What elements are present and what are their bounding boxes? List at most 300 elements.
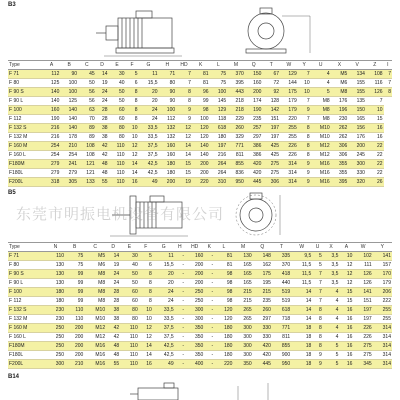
table-cell: 14 bbox=[176, 151, 192, 160]
table-cell: 16 bbox=[339, 351, 353, 360]
table-cell: 40 bbox=[120, 261, 139, 270]
table-cell: 18 bbox=[291, 342, 312, 351]
table-cell: 12 bbox=[126, 151, 139, 160]
table-cell: 100 bbox=[192, 115, 210, 124]
table-cell: 18 bbox=[291, 324, 312, 333]
table-cell: - bbox=[204, 270, 214, 279]
table-cell: 160 bbox=[43, 106, 61, 115]
table-cell: 262 bbox=[331, 133, 349, 142]
table-cell: 395 bbox=[227, 79, 245, 88]
table-cell: 48 bbox=[96, 160, 109, 169]
table-cell: - bbox=[175, 288, 185, 297]
table-cell: M8 bbox=[84, 288, 106, 297]
table-cell: M16 bbox=[311, 169, 331, 178]
table-cell: 254 bbox=[43, 151, 61, 160]
motor-type-cell: F 132 S bbox=[8, 124, 43, 133]
table-cell: 75 bbox=[210, 70, 228, 79]
table-cell: 14 bbox=[126, 160, 139, 169]
table-cell: - bbox=[175, 360, 185, 369]
table-cell: 92 bbox=[262, 88, 280, 97]
table-cell: - bbox=[175, 306, 185, 315]
table-cell: 200 bbox=[245, 88, 263, 97]
table-cell: 160 bbox=[185, 252, 204, 261]
table-cell: 128 bbox=[262, 97, 280, 106]
table-cell: 179 bbox=[373, 279, 392, 288]
table-cell: 4 bbox=[323, 288, 340, 297]
table-cell: 200 bbox=[185, 261, 204, 270]
table-cell: 14 bbox=[106, 252, 120, 261]
table-cell: 49 bbox=[138, 178, 158, 187]
table-cell: 126 bbox=[353, 279, 372, 288]
table-cell: 215 bbox=[253, 288, 272, 297]
table-cell: 226 bbox=[280, 151, 298, 160]
motor-type-cell: F 132 M bbox=[8, 133, 43, 142]
table-cell: 121 bbox=[78, 160, 96, 169]
table-cell: 180 bbox=[214, 333, 233, 342]
table-cell: 165 bbox=[233, 261, 252, 270]
column-header: G bbox=[138, 61, 158, 70]
table-cell: 618 bbox=[272, 306, 291, 315]
column-header: A bbox=[43, 61, 61, 70]
table-cell: - bbox=[175, 279, 185, 288]
motor-type-cell: F 90 S bbox=[8, 88, 43, 97]
table-cell: 314 bbox=[373, 360, 392, 369]
table-cell: 218 bbox=[227, 97, 245, 106]
table-cell: 264 bbox=[210, 160, 228, 169]
table-cell: 220 bbox=[280, 115, 298, 124]
table-cell: 60 bbox=[109, 106, 126, 115]
column-header: A bbox=[339, 243, 353, 252]
table-cell: 210 bbox=[60, 142, 78, 151]
table-cell: 135 bbox=[348, 97, 366, 106]
table-cell: M16 bbox=[311, 160, 331, 169]
table-cell: 150 bbox=[348, 106, 366, 115]
column-header: B bbox=[65, 243, 84, 252]
table-cell: 519 bbox=[272, 297, 291, 306]
table-cell: 235 bbox=[253, 297, 272, 306]
table-cell: 5 bbox=[311, 88, 331, 97]
table-cell: 33,5 bbox=[138, 133, 158, 142]
table-cell: - bbox=[204, 297, 214, 306]
table-cell: 16 bbox=[339, 342, 353, 351]
table-cell: 8 bbox=[312, 342, 322, 351]
table-cell: - bbox=[204, 342, 214, 351]
table-cell: 318 bbox=[43, 178, 61, 187]
table-cell: 200 bbox=[185, 270, 204, 279]
table-cell: 30 bbox=[120, 252, 139, 261]
table-cell: 350 bbox=[185, 333, 204, 342]
table-cell: 12 bbox=[139, 333, 153, 342]
table-cell: 50 bbox=[120, 270, 139, 279]
table-cell: 250 bbox=[46, 351, 65, 360]
table-cell: 16 bbox=[139, 360, 153, 369]
b3-spec-table bbox=[8, 60, 392, 187]
table-cell: 16 bbox=[339, 324, 353, 333]
table-cell: 8 bbox=[298, 142, 311, 151]
table-cell: 99 bbox=[65, 288, 84, 297]
motor-type-cell: F180L bbox=[8, 169, 43, 178]
column-header: F bbox=[126, 61, 139, 70]
table-cell: 22 bbox=[366, 151, 384, 160]
table-cell: 5 bbox=[126, 70, 139, 79]
table-cell: 4 bbox=[311, 70, 331, 79]
table-row bbox=[8, 252, 392, 261]
table-cell: 90 bbox=[60, 70, 78, 79]
table-cell: M12 bbox=[84, 333, 106, 342]
motor-type-cell: F 90 S bbox=[8, 270, 46, 279]
table-cell: 400 bbox=[185, 360, 204, 369]
table-cell: 37,5 bbox=[138, 151, 158, 160]
column-header: Q bbox=[245, 61, 263, 70]
table-cell: 121 bbox=[78, 169, 96, 178]
table-cell: 28 bbox=[96, 115, 109, 124]
table-cell: 14 bbox=[139, 342, 153, 351]
table-cell: M8 bbox=[84, 297, 106, 306]
table-cell: 255 bbox=[280, 124, 298, 133]
table-cell: 16 bbox=[339, 333, 353, 342]
table-cell: 129 bbox=[210, 106, 228, 115]
table-cell: 250 bbox=[185, 288, 204, 297]
table-cell: 200 bbox=[192, 160, 210, 169]
column-header: X bbox=[331, 61, 349, 70]
table-cell: 18 bbox=[291, 360, 312, 369]
table-cell: - bbox=[204, 288, 214, 297]
motor-type-cell: F180M bbox=[8, 160, 43, 169]
table-cell: 132 bbox=[159, 124, 177, 133]
table-cell: 206 bbox=[373, 288, 392, 297]
table-cell: 99 bbox=[65, 279, 84, 288]
table-cell: 10 bbox=[126, 133, 139, 142]
table-cell: 120 bbox=[214, 306, 233, 315]
table-cell: 9 bbox=[176, 115, 192, 124]
table-cell: 200 bbox=[192, 169, 210, 178]
table-cell: 140 bbox=[192, 142, 210, 151]
table-cell: 141 bbox=[373, 252, 392, 261]
table-cell: 255 bbox=[373, 315, 392, 324]
table-cell: 60 bbox=[109, 115, 126, 124]
table-cell: 314 bbox=[373, 333, 392, 342]
table-cell: 7 bbox=[312, 279, 322, 288]
table-cell: 314 bbox=[280, 160, 298, 169]
column-header: HD bbox=[185, 243, 204, 252]
table-cell: 50 bbox=[109, 97, 126, 106]
table-cell: 7 bbox=[298, 70, 311, 79]
table-cell: 5 bbox=[323, 360, 340, 369]
table-cell: 48 bbox=[96, 169, 109, 178]
table-cell: 37,5 bbox=[138, 142, 158, 151]
table-cell: 60 bbox=[120, 297, 139, 306]
table-cell: 110 bbox=[46, 252, 65, 261]
b3-motor-drawing bbox=[86, 4, 326, 62]
table-cell: 12 bbox=[339, 270, 353, 279]
table-cell: 10 bbox=[139, 315, 153, 324]
table-cell: 15,5 bbox=[138, 79, 158, 88]
table-cell: 110 bbox=[109, 151, 126, 160]
table-cell: 157 bbox=[373, 261, 392, 270]
table-cell: 99 bbox=[65, 297, 84, 306]
table-cell: 245 bbox=[348, 151, 366, 160]
table-cell: - bbox=[175, 324, 185, 333]
b5-label: B5 bbox=[8, 190, 16, 196]
column-header: M bbox=[233, 243, 252, 252]
table-cell: 12 bbox=[339, 279, 353, 288]
table-cell: 20 bbox=[153, 270, 175, 279]
table-cell: 350 bbox=[185, 351, 204, 360]
table-cell: 260 bbox=[253, 306, 272, 315]
table-cell: 9 bbox=[176, 106, 192, 115]
table-cell: 130 bbox=[46, 261, 65, 270]
table-cell: 125 bbox=[60, 97, 78, 106]
table-cell: 49 bbox=[153, 360, 175, 369]
table-cell: 811 bbox=[272, 333, 291, 342]
column-header: N bbox=[46, 243, 65, 252]
table-cell: 12 bbox=[339, 261, 353, 270]
table-cell: 100 bbox=[60, 88, 78, 97]
table-cell: 178 bbox=[60, 133, 78, 142]
motor-type-cell: F180M bbox=[8, 342, 46, 351]
table-cell: 98 bbox=[192, 106, 210, 115]
table-cell: 90 bbox=[159, 88, 177, 97]
table-cell: - bbox=[204, 279, 214, 288]
table-cell: 108 bbox=[78, 151, 96, 160]
table-cell: 8 bbox=[312, 324, 322, 333]
table-cell: M12 bbox=[311, 151, 331, 160]
table-cell: 48 bbox=[106, 351, 120, 360]
table-cell: 165 bbox=[233, 270, 252, 279]
table-cell: 102 bbox=[353, 252, 372, 261]
motor-type-cell: F 100 bbox=[8, 288, 46, 297]
table-cell: 19 bbox=[176, 178, 192, 187]
table-cell: 4 bbox=[311, 79, 331, 88]
table-row bbox=[8, 324, 392, 333]
table-cell: 241 bbox=[60, 160, 78, 169]
table-cell: 440 bbox=[272, 279, 291, 288]
column-header: E bbox=[109, 61, 126, 70]
table-cell: 279 bbox=[43, 160, 61, 169]
table-cell: - bbox=[175, 342, 185, 351]
motor-type-cell: F 112 bbox=[8, 297, 46, 306]
table-cell: 265 bbox=[233, 306, 252, 315]
column-header: C bbox=[78, 61, 96, 70]
table-row bbox=[8, 333, 392, 342]
table-cell: 314 bbox=[373, 342, 392, 351]
table-cell: 300 bbox=[185, 315, 204, 324]
table-cell: 110 bbox=[65, 315, 84, 324]
table-cell: 180 bbox=[159, 160, 177, 169]
column-header: X bbox=[323, 243, 340, 252]
table-cell: 18 bbox=[291, 351, 312, 360]
table-cell: 63 bbox=[78, 106, 96, 115]
table-cell: 162 bbox=[253, 261, 272, 270]
b14-section bbox=[8, 374, 392, 400]
table-cell: 24 bbox=[138, 115, 158, 124]
table-cell: 110 bbox=[120, 360, 139, 369]
table-cell: 200 bbox=[159, 178, 177, 187]
table-cell: 275 bbox=[353, 351, 372, 360]
table-cell: 300 bbox=[233, 351, 252, 360]
table-cell: 195 bbox=[253, 279, 272, 288]
column-header: B bbox=[60, 61, 78, 70]
motor-type-cell: F 160 M bbox=[8, 324, 46, 333]
table-cell: 15 bbox=[176, 160, 192, 169]
table-cell: 262 bbox=[331, 124, 349, 133]
table-cell: 175 bbox=[280, 88, 298, 97]
table-cell: 230 bbox=[331, 115, 349, 124]
table-cell: M12 bbox=[84, 324, 106, 333]
table-cell: 250 bbox=[46, 324, 65, 333]
table-cell: 519 bbox=[272, 288, 291, 297]
table-cell: 11,5 bbox=[291, 261, 312, 270]
table-cell: 420 bbox=[245, 169, 263, 178]
table-cell: 7 bbox=[312, 288, 322, 297]
table-row bbox=[8, 360, 392, 369]
table-cell: 200 bbox=[348, 142, 366, 151]
table-cell: 10 bbox=[126, 124, 139, 133]
table-cell: - bbox=[175, 351, 185, 360]
table-cell: 98 bbox=[214, 288, 233, 297]
table-cell: 8 bbox=[298, 133, 311, 142]
table-cell: 314 bbox=[280, 169, 298, 178]
table-cell: 345 bbox=[353, 360, 372, 369]
table-cell: 145 bbox=[210, 97, 228, 106]
table-cell: 215 bbox=[233, 297, 252, 306]
table-cell: 350 bbox=[185, 324, 204, 333]
table-cell: 300 bbox=[46, 360, 65, 369]
table-cell: 8 bbox=[139, 279, 153, 288]
table-cell: 38 bbox=[96, 124, 109, 133]
table-cell: - bbox=[204, 360, 214, 369]
motor-type-cell: F180L bbox=[8, 351, 46, 360]
table-cell: 11,5 bbox=[291, 279, 312, 288]
table-cell: 197 bbox=[353, 306, 372, 315]
table-cell: 75 bbox=[65, 252, 84, 261]
table-cell: 8 bbox=[298, 151, 311, 160]
table-cell: 28 bbox=[106, 288, 120, 297]
table-cell: M5 bbox=[331, 70, 349, 79]
table-cell: 24 bbox=[106, 270, 120, 279]
column-header: Y bbox=[373, 243, 392, 252]
table-cell: 50 bbox=[78, 79, 96, 88]
table-cell: 70 bbox=[78, 115, 96, 124]
table-cell: 200 bbox=[65, 342, 84, 351]
motor-type-cell: F 160 L bbox=[8, 333, 46, 342]
table-cell: 175 bbox=[253, 270, 272, 279]
table-cell: 126 bbox=[353, 270, 372, 279]
table-cell: 7 bbox=[298, 115, 311, 124]
table-cell: 55 bbox=[106, 360, 120, 369]
table-cell: 297 bbox=[253, 315, 272, 324]
table-cell: 110 bbox=[65, 306, 84, 315]
table-cell: 8 bbox=[298, 124, 311, 133]
table-cell: 197 bbox=[262, 124, 280, 133]
table-cell: 14 bbox=[96, 70, 109, 79]
table-cell: 10 bbox=[339, 252, 353, 261]
table-cell: 116 bbox=[366, 79, 384, 88]
table-cell: 306 bbox=[331, 151, 349, 160]
table-cell: - bbox=[175, 252, 185, 261]
table-cell: 350 bbox=[185, 342, 204, 351]
table-cell: 140 bbox=[60, 115, 78, 124]
table-cell: 15,5 bbox=[153, 261, 175, 270]
table-cell: 200 bbox=[65, 333, 84, 342]
column-header: Type bbox=[8, 243, 46, 252]
table-cell: 14 bbox=[291, 306, 312, 315]
table-row bbox=[8, 270, 392, 279]
table-cell: 8 bbox=[126, 115, 139, 124]
table-cell: 335 bbox=[272, 252, 291, 261]
table-cell: 24 bbox=[96, 88, 109, 97]
column-header: L bbox=[214, 243, 233, 252]
table-cell: 98 bbox=[214, 279, 233, 288]
table-cell: - bbox=[204, 261, 214, 270]
table-cell: 3,5 bbox=[323, 252, 340, 261]
table-cell: 48 bbox=[106, 342, 120, 351]
table-cell: 7 bbox=[312, 297, 322, 306]
column-header: K bbox=[204, 243, 214, 252]
table-cell: - bbox=[204, 324, 214, 333]
table-cell: 215 bbox=[233, 288, 252, 297]
table-cell: 297 bbox=[245, 133, 263, 142]
table-cell: 200 bbox=[185, 279, 204, 288]
table-cell: 179 bbox=[280, 106, 298, 115]
table-cell: 14 bbox=[139, 351, 153, 360]
table-cell: 4 bbox=[323, 324, 340, 333]
table-cell: 9 bbox=[298, 106, 311, 115]
table-cell: 160 bbox=[159, 142, 177, 151]
table-cell: 9 bbox=[298, 178, 311, 187]
table-cell: 220 bbox=[192, 178, 210, 187]
table-cell: 10 bbox=[366, 106, 384, 115]
table-row bbox=[8, 160, 392, 169]
table-cell: 6 bbox=[139, 261, 153, 270]
table-cell: 216 bbox=[210, 151, 228, 160]
table-cell: - bbox=[204, 351, 214, 360]
table-cell: 9 bbox=[312, 360, 322, 369]
table-cell: - bbox=[175, 261, 185, 270]
table-cell: 300 bbox=[185, 306, 204, 315]
table-row bbox=[8, 279, 392, 288]
table-cell: 155 bbox=[348, 79, 366, 88]
table-cell: 5 bbox=[139, 252, 153, 261]
b5-spec-table bbox=[8, 242, 392, 369]
table-cell: 42 bbox=[96, 142, 109, 151]
table-cell: 89 bbox=[78, 124, 96, 133]
table-row bbox=[8, 351, 392, 360]
table-cell: 28 bbox=[106, 297, 120, 306]
table-cell: 14 bbox=[176, 142, 192, 151]
table-cell: 443 bbox=[227, 88, 245, 97]
table-cell: M10 bbox=[84, 306, 106, 315]
table-cell: 4 bbox=[323, 297, 340, 306]
motor-type-cell: F 132 S bbox=[8, 306, 46, 315]
table-cell: 14 bbox=[291, 297, 312, 306]
table-cell: 14 bbox=[291, 315, 312, 324]
table-cell: 950 bbox=[227, 178, 245, 187]
table-cell: 176 bbox=[348, 133, 366, 142]
table-cell: 445 bbox=[253, 360, 272, 369]
column-header: W bbox=[353, 243, 372, 252]
table-cell: 197 bbox=[210, 142, 228, 151]
table-cell: 355 bbox=[331, 160, 349, 169]
table-cell: 8 bbox=[126, 88, 139, 97]
table-cell: 425 bbox=[262, 151, 280, 160]
table-cell: 100 bbox=[60, 79, 78, 88]
table-cell: 11 bbox=[153, 252, 175, 261]
table-cell: 11 bbox=[138, 70, 158, 79]
table-cell: 420 bbox=[253, 351, 272, 360]
watermark-text: 东莞市明振电机设备有限公司 bbox=[16, 205, 225, 223]
table-cell: 254 bbox=[43, 142, 61, 151]
